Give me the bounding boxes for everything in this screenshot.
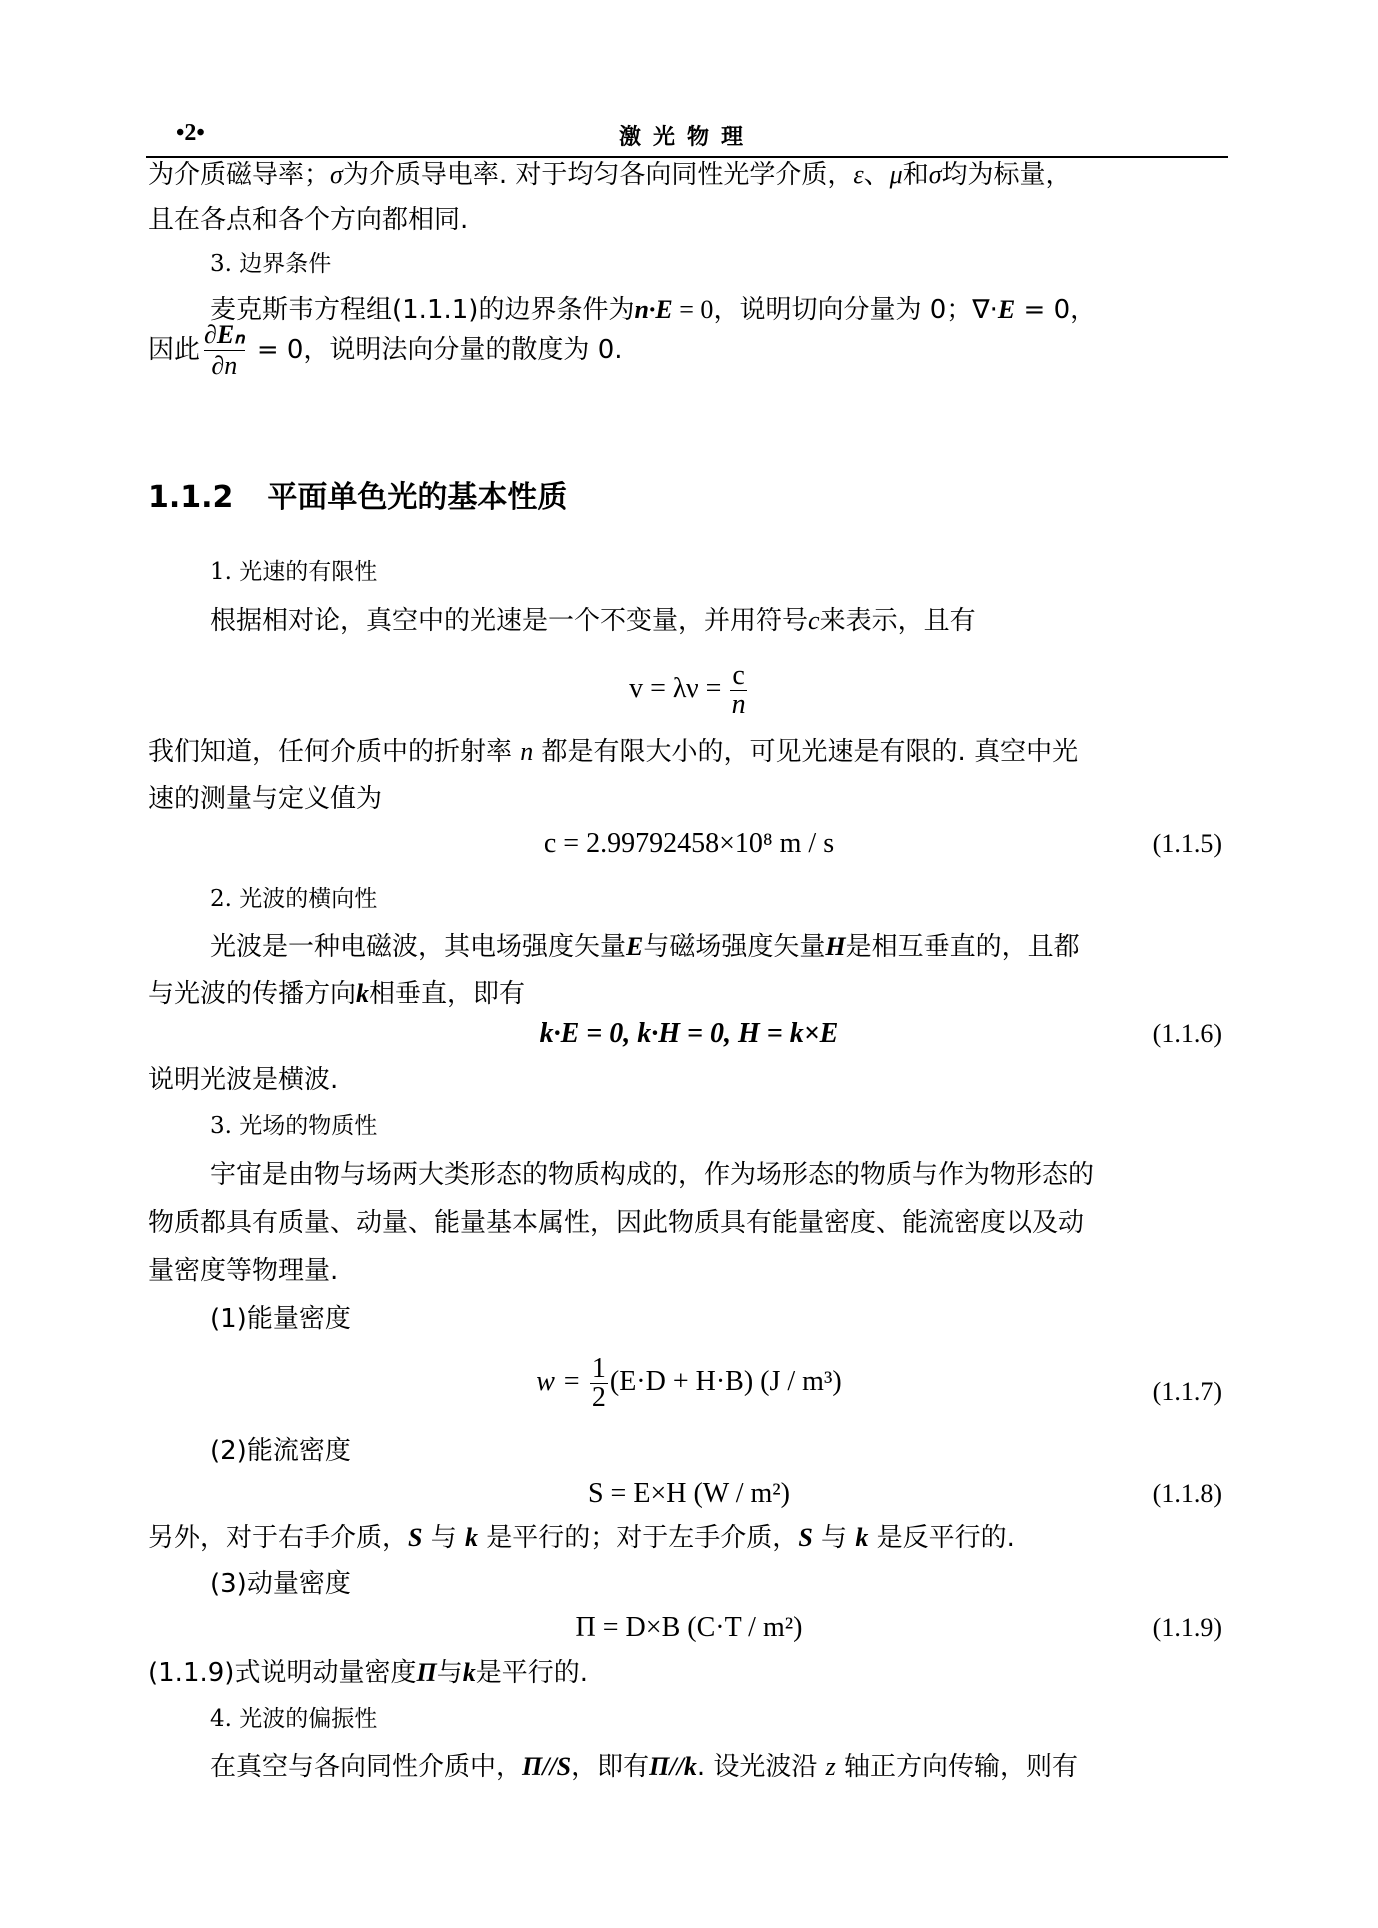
math: = 0 [672, 295, 714, 324]
fraction-denominator: ∂n [211, 351, 238, 380]
equation [148, 1352, 1230, 1412]
fraction-denominator: n [731, 689, 746, 720]
text: 与 [436, 1658, 463, 1688]
subsection-label: (1)能量密度 [210, 1304, 351, 1334]
text: ，说明切向分量为 0； [713, 295, 973, 325]
equation-number: (1.1.9) [1152, 1613, 1222, 1642]
text: 轴正方向传输，则有 [844, 1752, 1079, 1782]
symbol: S [798, 1523, 813, 1552]
equation-number: (1.1.5) [1152, 829, 1222, 858]
symbol: c [808, 606, 820, 635]
symbol: k [356, 979, 370, 1008]
equation [148, 1014, 1230, 1054]
text: = 0，说明法向分量的散度为 0. [248, 335, 623, 365]
section-title: 平面单色光的基本性质 [267, 480, 568, 515]
paragraph-line [210, 1750, 1292, 1784]
symbol: ε [853, 160, 864, 189]
symbol: k [465, 1523, 479, 1552]
equation-number: (1.1.7) [1152, 1377, 1222, 1406]
math: Π//S [522, 1752, 572, 1781]
equation [148, 662, 1230, 719]
paragraph-line: 说明光波是横波. [148, 1065, 339, 1095]
paragraph-line: 物质都具有质量、动量、能量基本属性，因此物质具有能量密度、能流密度以及动 [148, 1208, 1085, 1238]
text: 相垂直，即有 [369, 979, 526, 1009]
text: 是平行的. [475, 1658, 588, 1688]
symbol: z [825, 1752, 836, 1781]
fraction-numerator: c [732, 660, 745, 691]
math: n·E [634, 295, 673, 324]
text: 都是有限大小的，可见光速是有限的. 真空中光 [541, 737, 1079, 767]
text: 是反平行的. [876, 1523, 1015, 1553]
equation-number: (1.1.8) [1152, 1479, 1222, 1508]
paragraph-line: 速的测量与定义值为 [148, 784, 383, 814]
paragraph-line: 量密度等物理量. [148, 1256, 339, 1286]
symbol: n [520, 737, 534, 766]
symbol: μ [889, 160, 903, 189]
text: 根据相对论，真空中的光速是一个不变量，并用符号 [210, 606, 809, 636]
equation-body: S = E×H (W / m²) [587, 1478, 790, 1509]
subsection-heading: 1. 光速的有限性 [210, 559, 378, 585]
text: 在真空与各向同性介质中， [210, 1752, 523, 1782]
paragraph-line [148, 320, 1230, 381]
subsection-heading: 3. 光场的物质性 [210, 1113, 378, 1139]
text: 光波是一种电磁波，其电场强度矢量 [210, 932, 627, 962]
equation-body: c = 2.99792458×10⁸ m / s [543, 828, 835, 859]
text: 为介质导电率. 对于均匀各向同性光学介质， [342, 160, 854, 190]
text: 我们知道，任何介质中的折射率 [148, 737, 513, 767]
subsection-heading: 2. 光波的横向性 [210, 886, 378, 912]
text: 和 [902, 160, 929, 190]
text: 是平行的；对于左手介质， [486, 1523, 799, 1553]
subsection-label: (3)动量密度 [210, 1569, 351, 1599]
text: 、 [863, 160, 890, 190]
symbol: H [825, 932, 846, 961]
equation [148, 1608, 1230, 1648]
text: 与 [821, 1523, 848, 1553]
text: 是相互垂直的，且都 [845, 932, 1080, 962]
subsection-heading: 3. 边界条件 [210, 251, 332, 277]
subsection-heading: 4. 光波的偏振性 [210, 1706, 378, 1732]
symbol: S [408, 1523, 423, 1552]
symbol: σ [928, 160, 942, 189]
symbol: k [462, 1658, 476, 1687]
math: Π//k [649, 1752, 697, 1781]
equation-body: Π = D×B (C·T / m²) [575, 1612, 803, 1643]
paragraph-line [148, 158, 1230, 192]
equation [148, 1474, 1230, 1514]
page-header [146, 118, 1228, 158]
symbol: Π [416, 1658, 437, 1687]
symbol: k [855, 1523, 869, 1552]
section-heading [148, 478, 567, 518]
running-title: 激光物理 [618, 125, 755, 150]
symbol: E [626, 932, 644, 961]
paragraph-line: 且在各点和各个方向都相同. [148, 205, 469, 235]
paragraph-line [148, 1656, 1230, 1690]
paragraph-line [148, 735, 1230, 769]
paragraph-line [148, 1521, 1230, 1555]
math: = 0， [1015, 295, 1097, 325]
equation-lhs: v = λν = [629, 672, 729, 704]
fraction [590, 1355, 608, 1412]
text: 与光波的传播方向 [148, 979, 357, 1009]
section-number: 1.1.2 [148, 480, 234, 515]
math: E [997, 295, 1016, 324]
math: ∇· [972, 295, 998, 325]
text: 另外，对于右手介质， [148, 1523, 409, 1553]
paragraph-line [210, 930, 1292, 964]
fraction [204, 320, 245, 381]
subsection-label: (2)能流密度 [210, 1436, 351, 1466]
text: 因此 [148, 335, 201, 365]
text: 麦克斯韦方程组(1.1.1)的边界条件为 [210, 295, 635, 325]
fraction [730, 662, 746, 719]
text: 来表示，且有 [819, 606, 976, 636]
text: . 设光波沿 [696, 1752, 818, 1782]
fraction-numerator: 1 [591, 1353, 606, 1385]
equation-lhs: w = [536, 1366, 588, 1397]
text: 与磁场强度矢量 [643, 932, 826, 962]
paragraph-line [148, 977, 1230, 1011]
fraction-numerator: ∂Eₙ [204, 320, 245, 349]
text: ，即有 [571, 1752, 650, 1782]
paragraph-line [210, 604, 1292, 638]
equation-number: (1.1.6) [1152, 1019, 1222, 1048]
text: 为介质磁导率； [148, 160, 331, 190]
text: 均为标量， [941, 160, 1072, 190]
equation [148, 824, 1230, 864]
equation-body: k·E = 0, k·H = 0, H = k×E [539, 1018, 839, 1049]
paragraph-line: 宇宙是由物与场两大类形态的物质构成的，作为场形态的物质与作为物形态的 [210, 1160, 1095, 1190]
fraction-denominator: 2 [591, 1382, 606, 1414]
page-number: •2• [176, 120, 205, 146]
text: (1.1.9)式说明动量密度 [148, 1658, 417, 1688]
symbol: σ [330, 160, 343, 189]
equation-rhs: (E·D + H·B) (J / m³) [609, 1366, 842, 1397]
text: 与 [430, 1523, 457, 1553]
